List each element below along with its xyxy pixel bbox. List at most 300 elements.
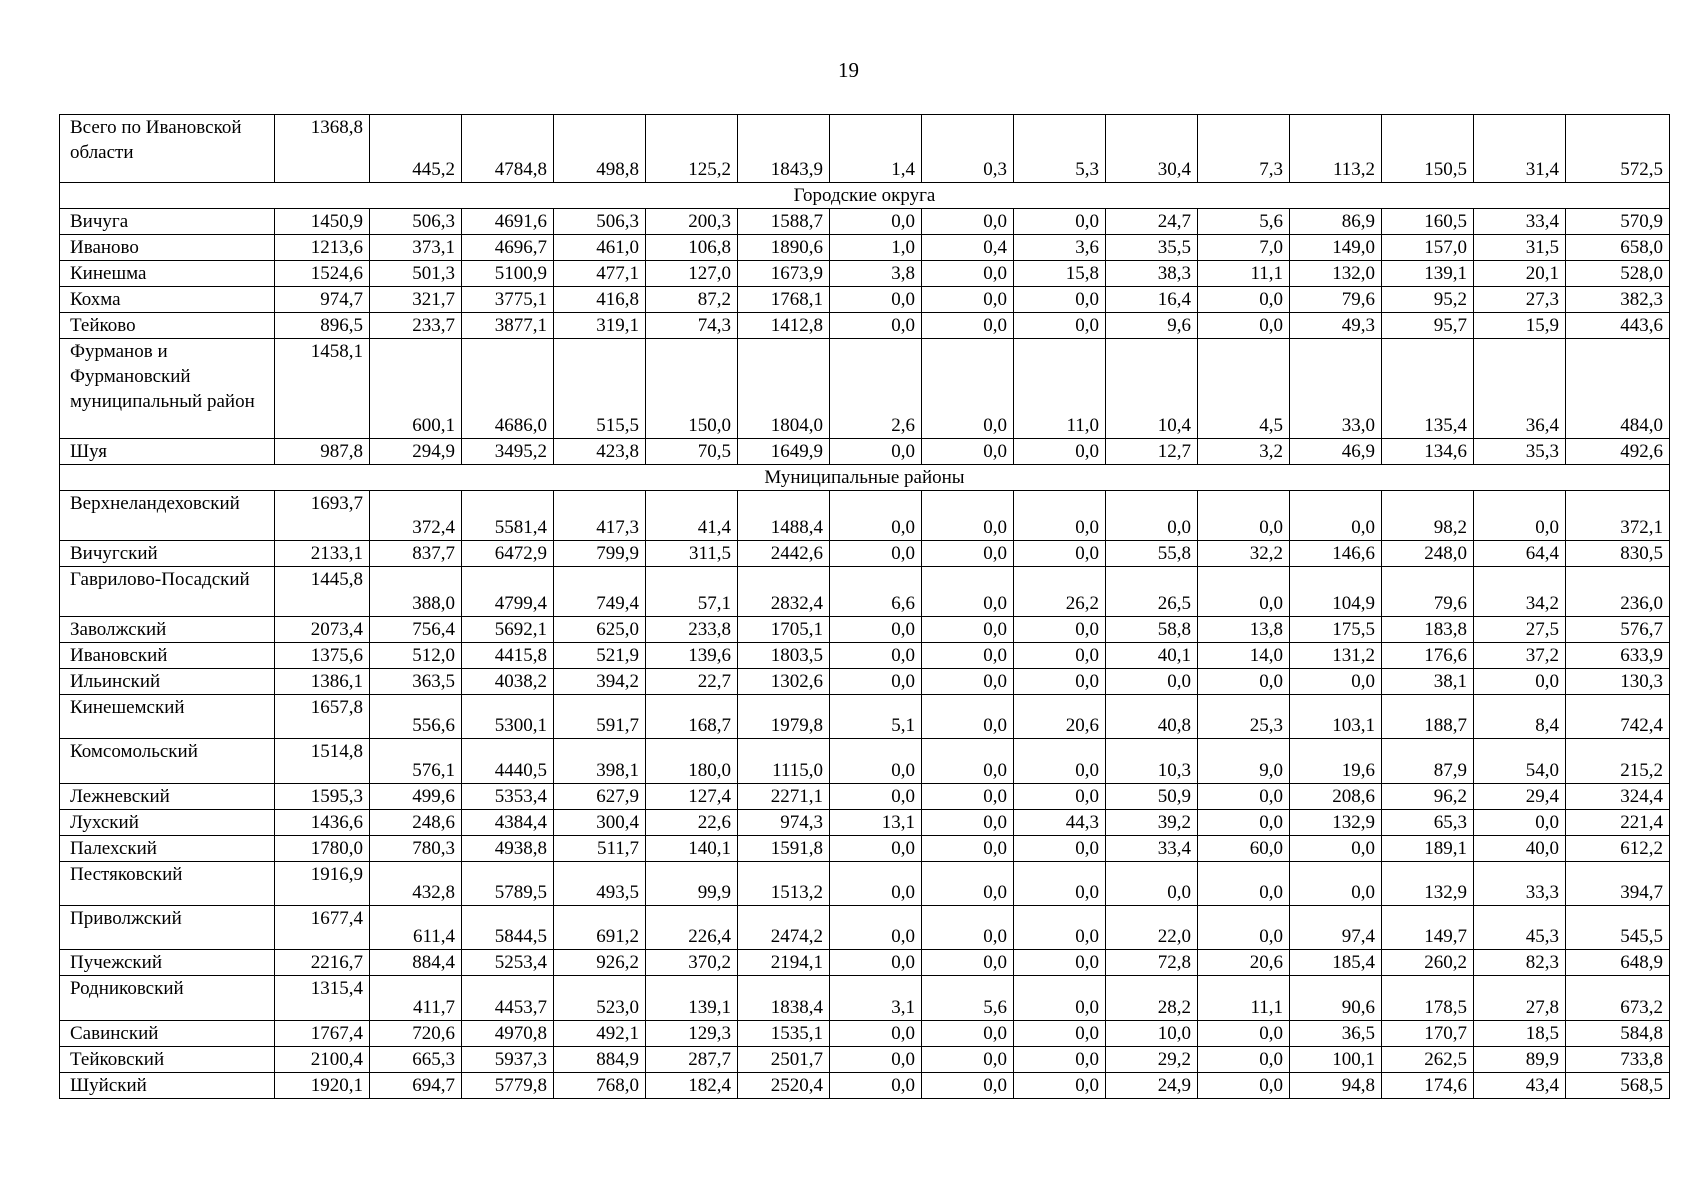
cell-value: 0,0: [830, 784, 922, 810]
cell-value: 4415,8: [462, 643, 554, 669]
table-row: [60, 810, 1670, 836]
table-row: [60, 491, 1670, 541]
cell-value: 1705,1: [738, 617, 830, 643]
cell-value: 0,0: [830, 950, 922, 976]
cell-value: 233,7: [370, 313, 462, 339]
cell-value: 1115,0: [738, 739, 830, 784]
cell-value: 9,6: [1106, 313, 1198, 339]
cell-value: 3495,2: [462, 439, 554, 465]
cell-value: 36,4: [1474, 339, 1566, 439]
cell-value: 43,4: [1474, 1073, 1566, 1099]
cell-value: 0,0: [1198, 669, 1290, 695]
table-row: [60, 906, 1670, 950]
cell-value: 79,6: [1290, 287, 1382, 313]
cell-value: 139,6: [646, 643, 738, 669]
cell-value: 0,0: [830, 1047, 922, 1073]
cell-value: 0,0: [922, 261, 1014, 287]
cell-value: 182,4: [646, 1073, 738, 1099]
cell-value: 2474,2: [738, 906, 830, 950]
cell-value: 0,0: [1014, 643, 1106, 669]
row-name: Приволжский: [60, 906, 275, 950]
cell-value: 20,6: [1014, 695, 1106, 739]
cell-value: 1843,9: [738, 115, 830, 183]
cell-value: 36,5: [1290, 1021, 1382, 1047]
cell-value: 1657,8: [275, 695, 370, 739]
row-name: Фурманов и Фурмановский муниципальный район: [60, 339, 275, 439]
cell-value: 1920,1: [275, 1073, 370, 1099]
cell-value: 0,0: [1014, 287, 1106, 313]
cell-value: 7,3: [1198, 115, 1290, 183]
cell-value: 2194,1: [738, 950, 830, 976]
cell-value: 132,0: [1290, 261, 1382, 287]
cell-value: 208,6: [1290, 784, 1382, 810]
cell-value: 432,8: [370, 862, 462, 906]
cell-value: 135,4: [1382, 339, 1474, 439]
cell-value: 31,5: [1474, 235, 1566, 261]
cell-value: 94,8: [1290, 1073, 1382, 1099]
cell-value: 0,0: [922, 617, 1014, 643]
table-row: [60, 784, 1670, 810]
cell-value: 139,1: [1382, 261, 1474, 287]
cell-value: 799,9: [554, 541, 646, 567]
cell-value: 87,9: [1382, 739, 1474, 784]
table-row: [60, 862, 1670, 906]
cell-value: 506,3: [554, 209, 646, 235]
cell-value: 515,5: [554, 339, 646, 439]
cell-value: 125,2: [646, 115, 738, 183]
cell-value: 416,8: [554, 287, 646, 313]
cell-value: 4938,8: [462, 836, 554, 862]
cell-value: 129,3: [646, 1021, 738, 1047]
cell-value: 3,6: [1014, 235, 1106, 261]
table-row: [60, 541, 1670, 567]
cell-value: 1767,4: [275, 1021, 370, 1047]
cell-value: 13,8: [1198, 617, 1290, 643]
cell-value: 4440,5: [462, 739, 554, 784]
cell-value: 10,3: [1106, 739, 1198, 784]
table-row: [60, 976, 1670, 1021]
cell-value: 33,4: [1106, 836, 1198, 862]
cell-value: 170,7: [1382, 1021, 1474, 1047]
cell-value: 780,3: [370, 836, 462, 862]
row-name: Комсомольский: [60, 739, 275, 784]
cell-value: 178,5: [1382, 976, 1474, 1021]
cell-value: 570,9: [1566, 209, 1670, 235]
cell-value: 7,0: [1198, 235, 1290, 261]
cell-value: 398,1: [554, 739, 646, 784]
cell-value: 174,6: [1382, 1073, 1474, 1099]
table-row: [60, 287, 1670, 313]
cell-value: 15,9: [1474, 313, 1566, 339]
cell-value: 0,0: [830, 669, 922, 695]
row-name: Пучежский: [60, 950, 275, 976]
cell-value: 1375,6: [275, 643, 370, 669]
cell-value: 0,0: [830, 617, 922, 643]
cell-value: 175,5: [1290, 617, 1382, 643]
cell-value: 0,0: [1290, 669, 1382, 695]
row-name: Ивановский: [60, 643, 275, 669]
cell-value: 1488,4: [738, 491, 830, 541]
cell-value: 1768,1: [738, 287, 830, 313]
cell-value: 742,4: [1566, 695, 1670, 739]
cell-value: 6,6: [830, 567, 922, 617]
data-table: [59, 114, 1670, 1099]
cell-value: 0,0: [1014, 541, 1106, 567]
cell-value: 0,0: [1198, 1047, 1290, 1073]
cell-value: 38,1: [1382, 669, 1474, 695]
row-name: Тейковский: [60, 1047, 275, 1073]
cell-value: 423,8: [554, 439, 646, 465]
cell-value: 95,7: [1382, 313, 1474, 339]
cell-value: 372,4: [370, 491, 462, 541]
cell-value: 150,5: [1382, 115, 1474, 183]
cell-value: 86,9: [1290, 209, 1382, 235]
cell-value: 417,3: [554, 491, 646, 541]
total-row: [60, 115, 1670, 183]
cell-value: 55,8: [1106, 541, 1198, 567]
cell-value: 611,4: [370, 906, 462, 950]
cell-value: 0,0: [1474, 669, 1566, 695]
cell-value: 2501,7: [738, 1047, 830, 1073]
cell-value: 1315,4: [275, 976, 370, 1021]
cell-value: 749,4: [554, 567, 646, 617]
cell-value: 0,0: [922, 906, 1014, 950]
table-row: [60, 643, 1670, 669]
cell-value: 95,2: [1382, 287, 1474, 313]
cell-value: 150,0: [646, 339, 738, 439]
cell-value: 20,6: [1198, 950, 1290, 976]
cell-value: 5844,5: [462, 906, 554, 950]
cell-value: 837,7: [370, 541, 462, 567]
cell-value: 572,5: [1566, 115, 1670, 183]
cell-value: 576,7: [1566, 617, 1670, 643]
cell-value: 3,1: [830, 976, 922, 1021]
cell-value: 0,0: [830, 739, 922, 784]
cell-value: 0,0: [922, 1021, 1014, 1047]
cell-value: 0,0: [1290, 491, 1382, 541]
cell-value: 2133,1: [275, 541, 370, 567]
cell-value: 260,2: [1382, 950, 1474, 976]
cell-value: 64,4: [1474, 541, 1566, 567]
cell-value: 5,3: [1014, 115, 1106, 183]
cell-value: 591,7: [554, 695, 646, 739]
row-name: Кохма: [60, 287, 275, 313]
cell-value: 35,5: [1106, 235, 1198, 261]
cell-value: 0,0: [1198, 906, 1290, 950]
cell-value: 0,0: [1106, 862, 1198, 906]
cell-value: 157,0: [1382, 235, 1474, 261]
cell-value: 5581,4: [462, 491, 554, 541]
cell-value: 3877,1: [462, 313, 554, 339]
cell-value: 0,0: [1290, 862, 1382, 906]
cell-value: 370,2: [646, 950, 738, 976]
cell-value: 1302,6: [738, 669, 830, 695]
cell-value: 87,2: [646, 287, 738, 313]
cell-value: 0,0: [1014, 906, 1106, 950]
cell-value: 492,1: [554, 1021, 646, 1047]
cell-value: 32,2: [1198, 541, 1290, 567]
cell-value: 768,0: [554, 1073, 646, 1099]
cell-value: 176,6: [1382, 643, 1474, 669]
cell-value: 1649,9: [738, 439, 830, 465]
cell-value: 226,4: [646, 906, 738, 950]
row-name: Всего по Ивановской области: [60, 115, 275, 183]
table-row: [60, 235, 1670, 261]
cell-value: 31,4: [1474, 115, 1566, 183]
cell-value: 0,0: [922, 491, 1014, 541]
cell-value: 132,9: [1382, 862, 1474, 906]
row-name: Кинешма: [60, 261, 275, 287]
table-row: [60, 439, 1670, 465]
cell-value: 1693,7: [275, 491, 370, 541]
table-row: [60, 836, 1670, 862]
cell-value: 3,2: [1198, 439, 1290, 465]
cell-value: 0,0: [830, 313, 922, 339]
cell-value: 0,0: [922, 862, 1014, 906]
cell-value: 0,0: [922, 784, 1014, 810]
row-name: Гаврилово-Посадский: [60, 567, 275, 617]
cell-value: 131,2: [1290, 643, 1382, 669]
cell-value: 0,0: [922, 739, 1014, 784]
cell-value: 523,0: [554, 976, 646, 1021]
cell-value: 499,6: [370, 784, 462, 810]
cell-value: 149,7: [1382, 906, 1474, 950]
cell-value: 556,6: [370, 695, 462, 739]
cell-value: 600,1: [370, 339, 462, 439]
cell-value: 445,2: [370, 115, 462, 183]
cell-value: 2832,4: [738, 567, 830, 617]
cell-value: 568,5: [1566, 1073, 1670, 1099]
row-name: Верхнеландеховский: [60, 491, 275, 541]
cell-value: 24,9: [1106, 1073, 1198, 1099]
cell-value: 189,1: [1382, 836, 1474, 862]
cell-value: 20,1: [1474, 261, 1566, 287]
cell-value: 324,4: [1566, 784, 1670, 810]
cell-value: 1514,8: [275, 739, 370, 784]
cell-value: 1513,2: [738, 862, 830, 906]
cell-value: 60,0: [1198, 836, 1290, 862]
cell-value: 4784,8: [462, 115, 554, 183]
table-row: [60, 313, 1670, 339]
cell-value: 0,0: [1014, 439, 1106, 465]
table-row: [60, 1073, 1670, 1099]
cell-value: 5,6: [1198, 209, 1290, 235]
cell-value: 484,0: [1566, 339, 1670, 439]
row-name: Палехский: [60, 836, 275, 862]
cell-value: 1916,9: [275, 862, 370, 906]
cell-value: 0,0: [1014, 950, 1106, 976]
cell-value: 5253,4: [462, 950, 554, 976]
cell-value: 4696,7: [462, 235, 554, 261]
table-row: [60, 209, 1670, 235]
cell-value: 287,7: [646, 1047, 738, 1073]
cell-value: 576,1: [370, 739, 462, 784]
cell-value: 74,3: [646, 313, 738, 339]
cell-value: 39,2: [1106, 810, 1198, 836]
cell-value: 321,7: [370, 287, 462, 313]
cell-value: 248,0: [1382, 541, 1474, 567]
cell-value: 4970,8: [462, 1021, 554, 1047]
cell-value: 830,5: [1566, 541, 1670, 567]
cell-value: 33,3: [1474, 862, 1566, 906]
cell-value: 1450,9: [275, 209, 370, 235]
cell-value: 26,5: [1106, 567, 1198, 617]
cell-value: 1588,7: [738, 209, 830, 235]
row-name: Лухский: [60, 810, 275, 836]
section-title: Городские округа: [60, 183, 1670, 209]
row-name: Пестяковский: [60, 862, 275, 906]
cell-value: 140,1: [646, 836, 738, 862]
row-name: Лежневский: [60, 784, 275, 810]
cell-value: 0,0: [830, 836, 922, 862]
cell-value: 248,6: [370, 810, 462, 836]
cell-value: 0,0: [1474, 491, 1566, 541]
cell-value: 200,3: [646, 209, 738, 235]
cell-value: 0,0: [922, 1073, 1014, 1099]
cell-value: 0,0: [1290, 836, 1382, 862]
table-row: [60, 1047, 1670, 1073]
row-name: Вичуга: [60, 209, 275, 235]
table-row: [60, 339, 1670, 439]
cell-value: 461,0: [554, 235, 646, 261]
cell-value: 2073,4: [275, 617, 370, 643]
cell-value: 188,7: [1382, 695, 1474, 739]
cell-value: 3775,1: [462, 287, 554, 313]
cell-value: 104,9: [1290, 567, 1382, 617]
cell-value: 28,2: [1106, 976, 1198, 1021]
cell-value: 0,0: [922, 287, 1014, 313]
cell-value: 4453,7: [462, 976, 554, 1021]
cell-value: 0,0: [1014, 1021, 1106, 1047]
cell-value: 2520,4: [738, 1073, 830, 1099]
row-name: Вичугский: [60, 541, 275, 567]
cell-value: 0,0: [1198, 784, 1290, 810]
cell-value: 372,1: [1566, 491, 1670, 541]
cell-value: 57,1: [646, 567, 738, 617]
cell-value: 0,0: [1014, 617, 1106, 643]
cell-value: 106,8: [646, 235, 738, 261]
cell-value: 33,0: [1290, 339, 1382, 439]
cell-value: 974,7: [275, 287, 370, 313]
cell-value: 2,6: [830, 339, 922, 439]
cell-value: 4384,4: [462, 810, 554, 836]
cell-value: 0,4: [922, 235, 1014, 261]
cell-value: 41,4: [646, 491, 738, 541]
cell-value: 0,0: [922, 695, 1014, 739]
cell-value: 0,0: [1014, 669, 1106, 695]
cell-value: 0,0: [922, 950, 1014, 976]
cell-value: 0,0: [1198, 1021, 1290, 1047]
cell-value: 40,1: [1106, 643, 1198, 669]
cell-value: 2442,6: [738, 541, 830, 567]
cell-value: 0,0: [1198, 567, 1290, 617]
cell-value: 0,0: [922, 643, 1014, 669]
cell-value: 0,0: [1014, 209, 1106, 235]
table-row: [60, 695, 1670, 739]
cell-value: 501,3: [370, 261, 462, 287]
cell-value: 1,0: [830, 235, 922, 261]
cell-value: 1213,6: [275, 235, 370, 261]
cell-value: 294,9: [370, 439, 462, 465]
cell-value: 22,6: [646, 810, 738, 836]
row-name: Савинский: [60, 1021, 275, 1047]
cell-value: 4691,6: [462, 209, 554, 235]
row-name: Родниковский: [60, 976, 275, 1021]
cell-value: 40,0: [1474, 836, 1566, 862]
cell-value: 180,0: [646, 739, 738, 784]
cell-value: 12,7: [1106, 439, 1198, 465]
cell-value: 720,6: [370, 1021, 462, 1047]
cell-value: 0,0: [1198, 287, 1290, 313]
cell-value: 113,2: [1290, 115, 1382, 183]
cell-value: 18,5: [1474, 1021, 1566, 1047]
cell-value: 0,0: [1198, 1073, 1290, 1099]
cell-value: 27,5: [1474, 617, 1566, 643]
row-name: Шуйский: [60, 1073, 275, 1099]
cell-value: 0,0: [830, 1021, 922, 1047]
cell-value: 44,3: [1014, 810, 1106, 836]
cell-value: 926,2: [554, 950, 646, 976]
cell-value: 0,0: [1198, 862, 1290, 906]
cell-value: 1535,1: [738, 1021, 830, 1047]
cell-value: 0,0: [830, 491, 922, 541]
cell-value: 1,4: [830, 115, 922, 183]
cell-value: 884,9: [554, 1047, 646, 1073]
cell-value: 29,4: [1474, 784, 1566, 810]
cell-value: 46,9: [1290, 439, 1382, 465]
cell-value: 5100,9: [462, 261, 554, 287]
cell-value: 0,0: [830, 862, 922, 906]
cell-value: 10,0: [1106, 1021, 1198, 1047]
cell-value: 1890,6: [738, 235, 830, 261]
cell-value: 168,7: [646, 695, 738, 739]
cell-value: 512,0: [370, 643, 462, 669]
cell-value: 26,2: [1014, 567, 1106, 617]
cell-value: 1780,0: [275, 836, 370, 862]
cell-value: 99,9: [646, 862, 738, 906]
cell-value: 11,1: [1198, 976, 1290, 1021]
cell-value: 0,0: [1198, 313, 1290, 339]
cell-value: 625,0: [554, 617, 646, 643]
cell-value: 27,8: [1474, 976, 1566, 1021]
cell-value: 262,5: [1382, 1047, 1474, 1073]
cell-value: 16,4: [1106, 287, 1198, 313]
cell-value: 0,3: [922, 115, 1014, 183]
cell-value: 411,7: [370, 976, 462, 1021]
cell-value: 1412,8: [738, 313, 830, 339]
cell-value: 134,6: [1382, 439, 1474, 465]
cell-value: 1803,5: [738, 643, 830, 669]
cell-value: 1677,4: [275, 906, 370, 950]
cell-value: 6472,9: [462, 541, 554, 567]
cell-value: 4038,2: [462, 669, 554, 695]
cell-value: 612,2: [1566, 836, 1670, 862]
cell-value: 45,3: [1474, 906, 1566, 950]
cell-value: 0,0: [1014, 784, 1106, 810]
table-row: [60, 1021, 1670, 1047]
table-row: [60, 567, 1670, 617]
table-row: [60, 739, 1670, 784]
cell-value: 493,5: [554, 862, 646, 906]
cell-value: 0,0: [830, 209, 922, 235]
cell-value: 0,0: [922, 339, 1014, 439]
cell-value: 1673,9: [738, 261, 830, 287]
cell-value: 477,1: [554, 261, 646, 287]
cell-value: 10,4: [1106, 339, 1198, 439]
cell-value: 382,3: [1566, 287, 1670, 313]
table-row: [60, 950, 1670, 976]
cell-value: 38,3: [1106, 261, 1198, 287]
